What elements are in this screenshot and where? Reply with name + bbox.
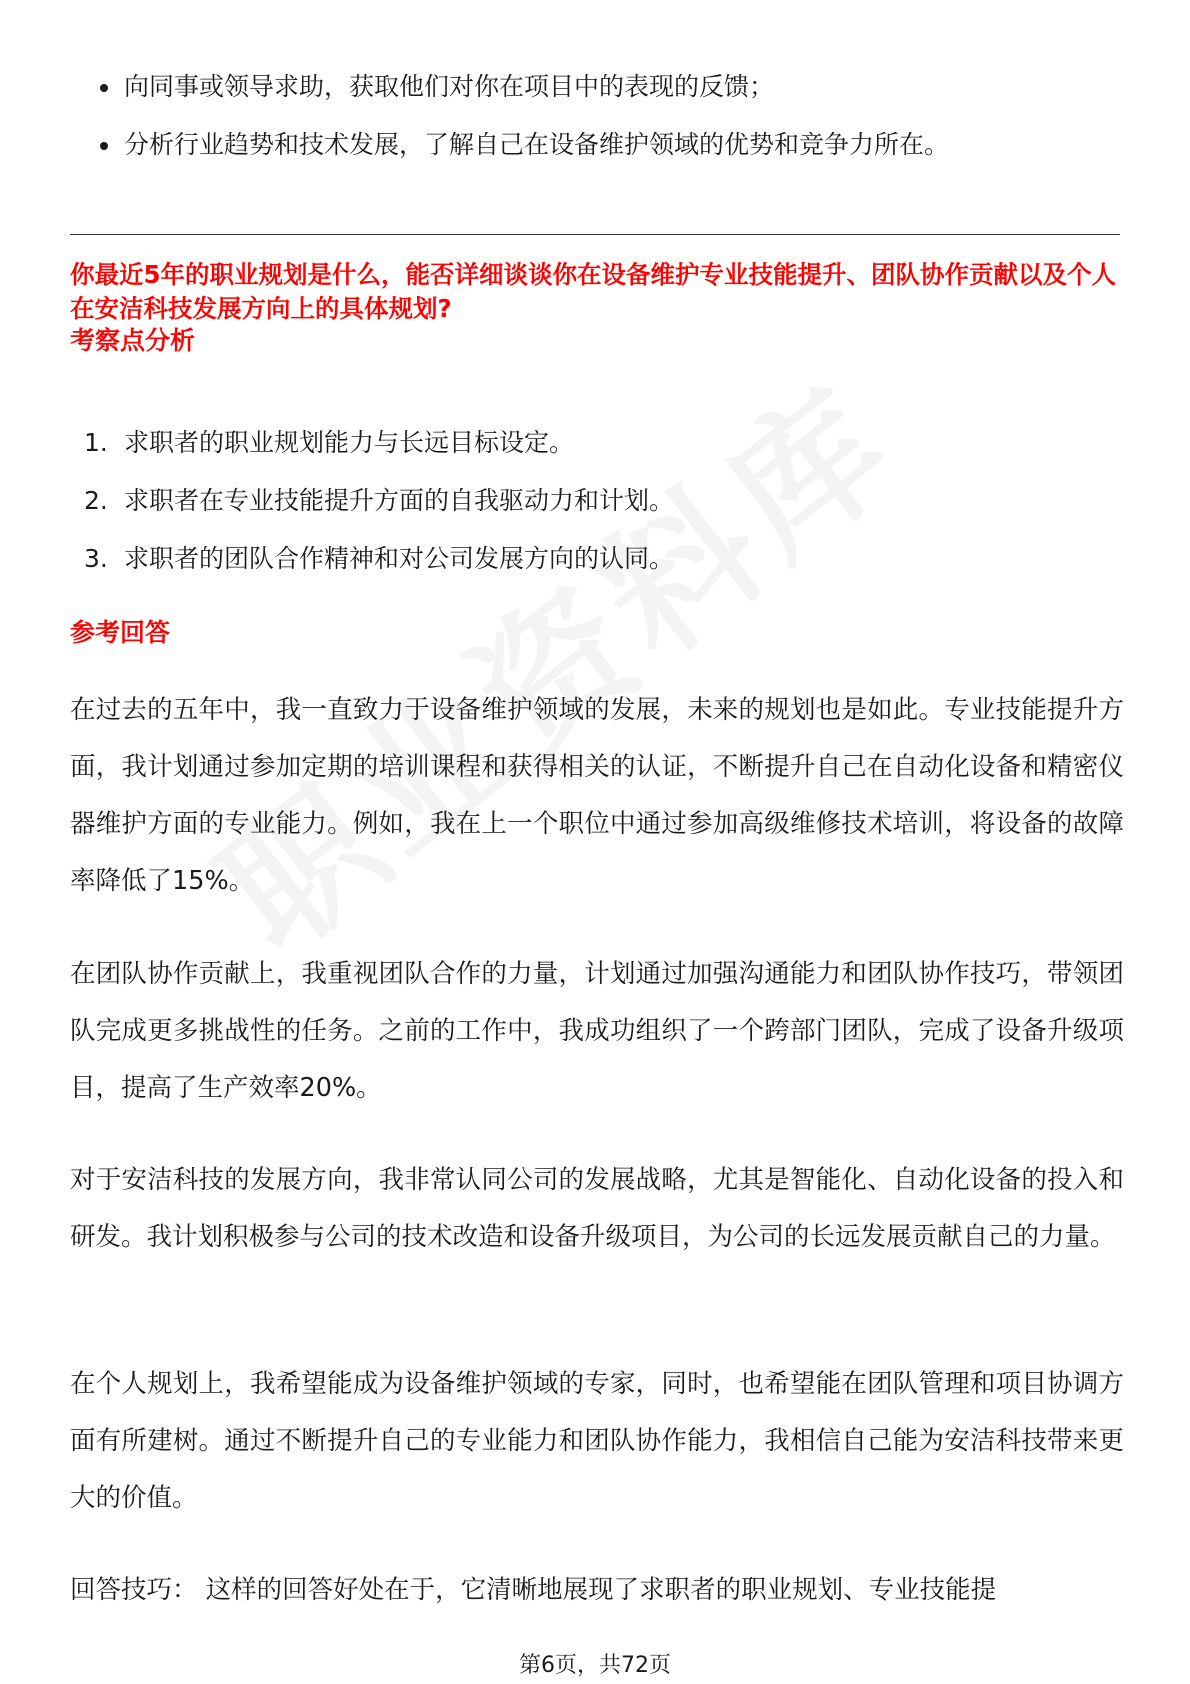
list-text: 求职者在专业技能提升方面的自我驱动力和计划。 xyxy=(124,486,675,515)
answer-paragraph: 在团队协作贡献上，我重视团队合作的力量，计划通过加强沟通能力和团队协作技巧，带领团队完成更多挑战性的任务。之前的工作中，我成功组织了一个跨部门团队，完成了设备升级项目，提高了生产效率20%。 xyxy=(70,959,1124,1103)
page-number: 第6页，共72页 xyxy=(519,1653,671,1678)
bullet-list xyxy=(98,70,949,186)
list-item xyxy=(84,484,674,518)
list-number: 1. xyxy=(84,428,108,457)
answer-paragraph: 对于安洁科技的发展方向，我非常认同公司的发展战略，尤其是智能化、自动化设备的投入和研发。我计划积极参与公司的技术改造和设备升级项目，为公司的长远发展贡献自己的力量。 xyxy=(70,1165,1124,1252)
list-number: 3. xyxy=(84,544,108,573)
bullet-item: 向同事或领导求助，获取他们对你在项目中的表现的反馈； xyxy=(98,70,949,104)
answer-paragraph: 在过去的五年中，我一直致力于设备维护领域的发展，未来的规划也是如此。专业技能提升方面，我计划通过参加定期的培训课程和获得相关的认证，不断提升自己在自动化设备和精密仪器维护方面的专业能力。例如，我在上一个职位中通过参加高级维修技术培训，将设备的故障率降低了15%。 xyxy=(70,695,1124,896)
answer-title: 参考回答 xyxy=(70,618,171,647)
divider xyxy=(70,234,1120,235)
analysis-title: 考察点分析 xyxy=(70,326,196,355)
question-heading: 你最近5年的职业规划是什么，能否详细谈谈你在设备维护专业技能提升、团队协作贡献以及个人在安洁科技发展方向上的具体规划? xyxy=(70,260,1117,323)
list-text: 求职者的团队合作精神和对公司发展方向的认同。 xyxy=(124,544,675,573)
answer-paragraph: 在个人规划上，我希望能成为设备维护领域的专家，同时，也希望能在团队管理和项目协调方面有所建树。通过不断提升自己的专业能力和团队协作能力，我相信自己能为安洁科技带来更大的价值。 xyxy=(70,1369,1124,1513)
analysis-list xyxy=(84,426,674,600)
bullet-item: 分析行业趋势和技术发展，了解自己在设备维护领域的优势和竞争力所在。 xyxy=(98,128,949,162)
list-item xyxy=(84,426,674,460)
list-text: 求职者的职业规划能力与长远目标设定。 xyxy=(124,428,575,457)
list-number: 2. xyxy=(84,486,108,515)
list-item xyxy=(84,542,674,576)
tips-paragraph: 回答技巧： 这样的回答好处在于，它清晰地展现了求职者的职业规划、专业技能提 xyxy=(70,1575,997,1605)
